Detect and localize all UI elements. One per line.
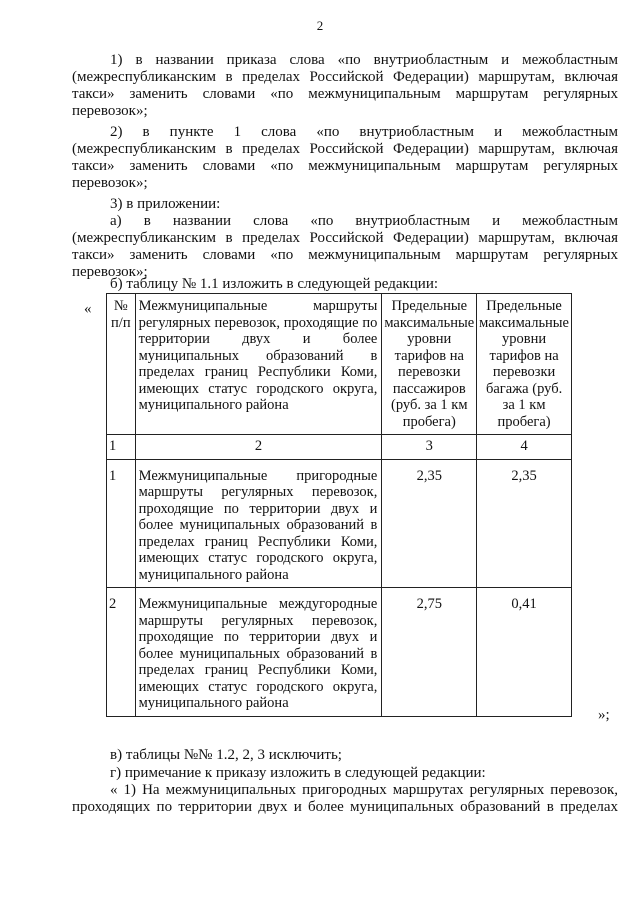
row-route-name: Межмуниципальные междугородные маршруты регулярных перевозок, проходящие по территории двух и более муниципальных образований в пределах границ Республики Коми, имеющих статус городского округа, муниципального района: [135, 588, 382, 717]
paragraph-line: перевозок»;: [72, 264, 148, 280]
page-number: 2: [316, 18, 324, 33]
paragraph-2: [72, 124, 618, 192]
row-baggage-tariff: 0,41: [477, 588, 572, 717]
quote-open: «: [84, 301, 92, 317]
header-passenger-tariff: Предельные максимальные уровни тарифов на перевозки пассажиров (руб. за 1 км пробега): [382, 294, 477, 435]
paragraph-line: такси» заменить словами «по межмуниципальным маршрутам регулярных: [72, 86, 618, 102]
paragraph-line: (межреспубликанским в пределах Российской Федерации) маршрутам, включая: [72, 141, 618, 157]
paragraph-v: [72, 747, 618, 764]
column-number: 4: [477, 435, 572, 460]
paragraph-line: такси» заменить словами «по межмуниципальным маршрутам регулярных: [72, 247, 618, 263]
paragraph-line: (межреспубликанским в пределах Российской Федерации) маршрутам, включая: [72, 69, 618, 85]
row-number: 1: [107, 459, 136, 588]
paragraph-line: 1) в названии приказа слова «по внутриобластным и межобластным: [110, 52, 618, 68]
row-baggage-tariff: 2,35: [477, 459, 572, 588]
paragraph-1: [72, 52, 618, 120]
column-number: 3: [382, 435, 477, 460]
paragraph-line: 2) в пункте 1 слова «по внутриобластным и межобластным: [110, 124, 618, 140]
paragraph-line: проходящих по территории двух и более муниципальных образований в пределах: [72, 799, 618, 815]
header-route-name: Межмуниципальные маршруты регулярных перевозок, проходящие по территории двух и более муниципальных образований в пределах границ Республики Коми, имеющих статус городского округа, муниципального района: [135, 294, 382, 435]
table-row: [107, 588, 572, 717]
tariff-table: [106, 293, 572, 717]
paragraph-line: 3) в приложении:: [110, 196, 221, 212]
column-number-row: [107, 435, 572, 460]
column-number: 2: [135, 435, 382, 460]
row-passenger-tariff: 2,75: [382, 588, 477, 717]
header-baggage-tariff: Предельные максимальные уровни тарифов на перевозки багажа (руб. за 1 км пробега): [477, 294, 572, 435]
table-header-row: [107, 294, 572, 435]
paragraph-line: в) таблицы №№ 1.2, 2, 3 исключить;: [110, 747, 342, 763]
quote-close: »;: [598, 707, 610, 723]
table-row: [107, 459, 572, 588]
header-number: № п/п: [107, 294, 136, 435]
paragraph-line: такси» заменить словами «по межмуниципальным маршрутам регулярных: [72, 158, 618, 174]
row-passenger-tariff: 2,35: [382, 459, 477, 588]
paragraph-line: а) в названии слова «по внутриобластным и межобластным: [110, 213, 618, 229]
paragraph-line: перевозок»;: [72, 103, 148, 119]
paragraph-line: б) таблицу № 1.1 изложить в следующей редакции:: [110, 276, 439, 292]
paragraph-note: [72, 782, 618, 816]
paragraph-line: « 1) На межмуниципальных пригородных маршрутах регулярных перевозок,: [110, 782, 618, 798]
paragraph-3-heading: [72, 196, 618, 213]
paragraph-line: г) примечание к приказу изложить в следующей редакции:: [110, 765, 486, 781]
row-number: 2: [107, 588, 136, 717]
row-route-name: Межмуниципальные пригородные маршруты регулярных перевозок, проходящие по территории двух и более муниципальных образований в пределах границ Республики Коми, имеющих статус городского округа, муниципального района: [135, 459, 382, 588]
paragraph-g: [72, 765, 618, 782]
paragraph-line: перевозок»;: [72, 175, 148, 191]
paragraph-line: (межреспубликанским в пределах Российской Федерации) маршрутам, включая: [72, 230, 618, 246]
column-number: 1: [107, 435, 136, 460]
paragraph-3b: [72, 276, 618, 293]
paragraph-3a: [72, 213, 618, 281]
